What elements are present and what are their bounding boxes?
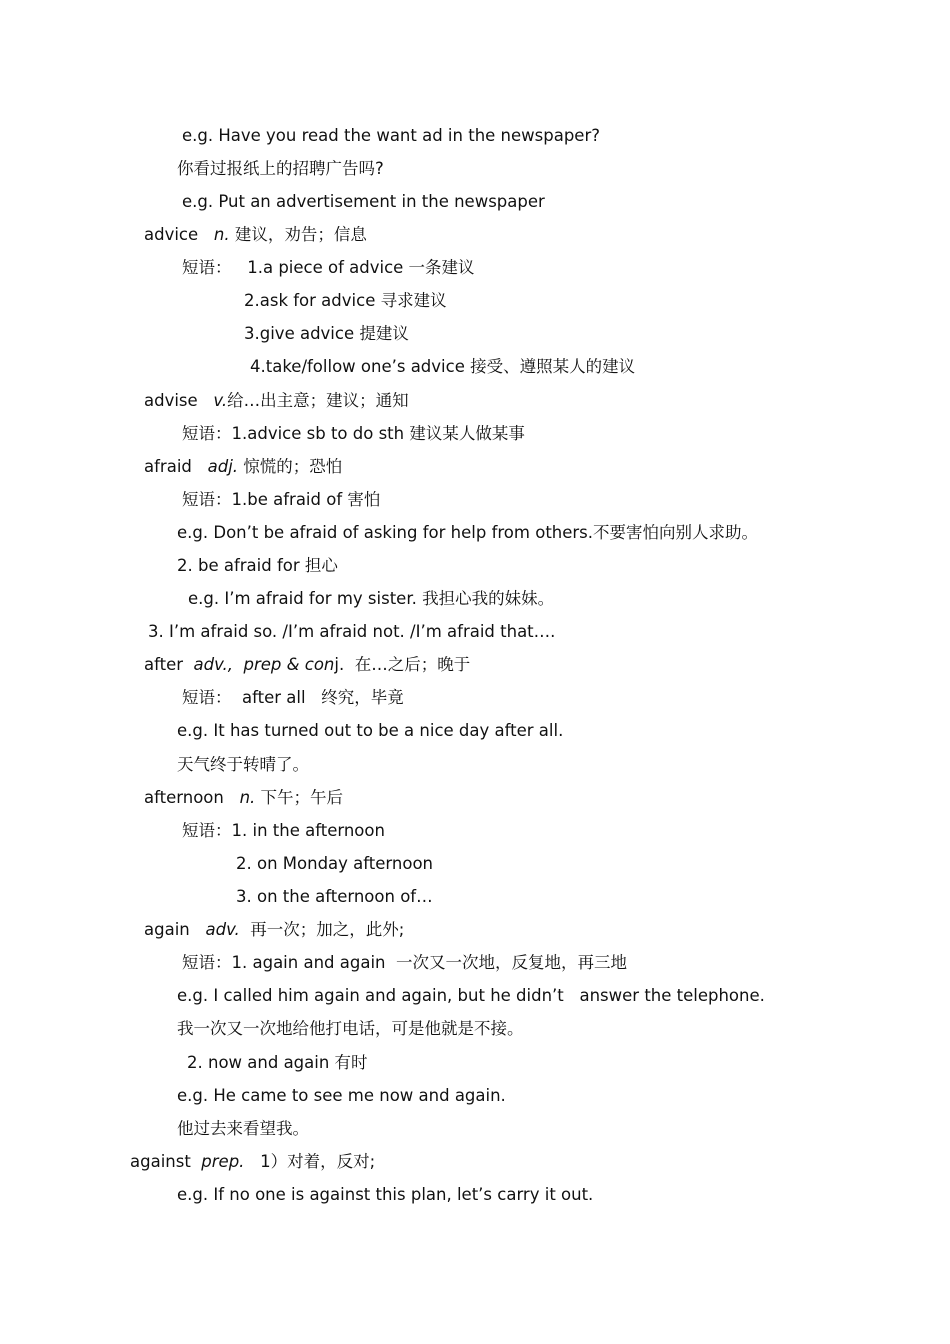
line-text: e.g. Don’t be afraid of asking for help from others.不要害怕向别人求助。 xyxy=(177,523,759,542)
part-of-speech: n. xyxy=(213,225,230,244)
line-text: 3.give advice 提建议 xyxy=(244,324,409,343)
text-line xyxy=(182,821,385,841)
line-text: 我一次又一次地给他打电话，可是他就是不接。 xyxy=(177,1019,524,1038)
text-line xyxy=(177,755,309,775)
line-text: e.g. It has turned out to be a nice day after all. xyxy=(177,721,564,740)
line-text: 2. now and again 有时 xyxy=(187,1053,368,1072)
line-text: 天气终于转晴了。 xyxy=(177,755,309,774)
text-line xyxy=(177,1086,506,1106)
line-text: against xyxy=(130,1152,202,1171)
line-text: 短语：1.advice sb to do sth 建议某人做某事 xyxy=(182,424,525,443)
line-text: e.g. He came to see me now and again. xyxy=(177,1086,506,1105)
line-text: again xyxy=(144,920,206,939)
text-line xyxy=(182,953,627,973)
entry-headword-line xyxy=(144,225,367,245)
text-line xyxy=(182,192,545,212)
line-text: 你看过报纸上的招聘广告吗? xyxy=(177,159,384,178)
text-line xyxy=(187,1053,368,1073)
line-text: 短语： after all 终究，毕竟 xyxy=(182,688,404,707)
text-line xyxy=(182,258,475,278)
part-of-speech: n. xyxy=(239,788,256,807)
line-text: afternoon xyxy=(144,788,240,807)
text-line xyxy=(177,1185,593,1205)
text-line xyxy=(177,523,758,543)
line-text: advice xyxy=(144,225,214,244)
line-text: 3. on the afternoon of… xyxy=(236,887,433,906)
line-text: afraid xyxy=(144,457,208,476)
text-line xyxy=(177,986,765,1006)
line-text: 短语：1.be afraid of 害怕 xyxy=(182,490,381,509)
text-line xyxy=(177,556,338,576)
line-text: e.g. Put an advertisement in the newspaper xyxy=(182,192,545,211)
line-text: 再一次；加之，此外; xyxy=(239,920,405,939)
text-line xyxy=(244,324,409,344)
text-line xyxy=(188,589,554,609)
text-line xyxy=(182,490,380,510)
line-text: 短语：1. again and again 一次又一次地，反复地，再三地 xyxy=(182,953,627,972)
text-line xyxy=(148,622,555,642)
text-line xyxy=(236,854,433,874)
line-text: e.g. I called him again and again, but he didn’t answer the telephone. xyxy=(177,986,765,1005)
entry-headword-line xyxy=(144,788,343,808)
text-line xyxy=(177,1119,309,1139)
line-text: 2. on Monday afternoon xyxy=(236,854,434,873)
line-text: e.g. I’m afraid for my sister. 我担心我的妹妹。 xyxy=(188,589,555,608)
line-text: 2.ask for advice 寻求建议 xyxy=(244,291,447,310)
entry-headword-line xyxy=(144,655,470,675)
part-of-speech: prep. xyxy=(201,1152,245,1171)
line-text: 他过去来看望我。 xyxy=(177,1119,309,1138)
text-line xyxy=(177,1019,524,1039)
text-line xyxy=(236,887,433,907)
entry-headword-line xyxy=(144,457,342,477)
text-line xyxy=(182,126,600,146)
entry-headword-line xyxy=(144,391,409,411)
part-of-speech: adv., prep & con xyxy=(193,655,335,674)
text-line xyxy=(182,424,525,444)
text-line xyxy=(177,721,563,741)
line-text: j. 在…之后；晚于 xyxy=(334,655,471,674)
text-line xyxy=(182,688,404,708)
line-text: 建议，劝告；信息 xyxy=(229,225,367,244)
line-text: advise xyxy=(144,391,214,410)
line-text: 2. be afraid for 担心 xyxy=(177,556,338,575)
text-line xyxy=(244,291,447,311)
line-text: e.g. Have you read the want ad in the newspaper? xyxy=(182,126,600,145)
line-text: e.g. If no one is against this plan, let’s carry it out. xyxy=(177,1185,594,1204)
text-line xyxy=(250,357,635,377)
line-text: 惊慌的；恐怕 xyxy=(238,457,343,476)
line-text: 4.take/follow one’s advice 接受、遵照某人的建议 xyxy=(250,357,636,376)
line-text: 下午；午后 xyxy=(255,788,344,807)
line-text: 给…出主意；建议；通知 xyxy=(227,391,409,410)
line-text: 短语： 1.a piece of advice 一条建议 xyxy=(182,258,475,277)
line-text: after xyxy=(144,655,194,674)
line-text: 1）对着，反对; xyxy=(244,1152,376,1171)
entry-headword-line xyxy=(144,920,404,940)
part-of-speech: adj. xyxy=(207,457,239,476)
line-text: 3. I’m afraid so. /I’m afraid not. /I’m afraid that…. xyxy=(148,622,556,641)
part-of-speech: v. xyxy=(213,391,228,410)
part-of-speech: adv. xyxy=(205,920,240,939)
text-line xyxy=(177,159,384,179)
line-text: 短语：1. in the afternoon xyxy=(182,821,385,840)
entry-headword-line xyxy=(130,1152,375,1172)
